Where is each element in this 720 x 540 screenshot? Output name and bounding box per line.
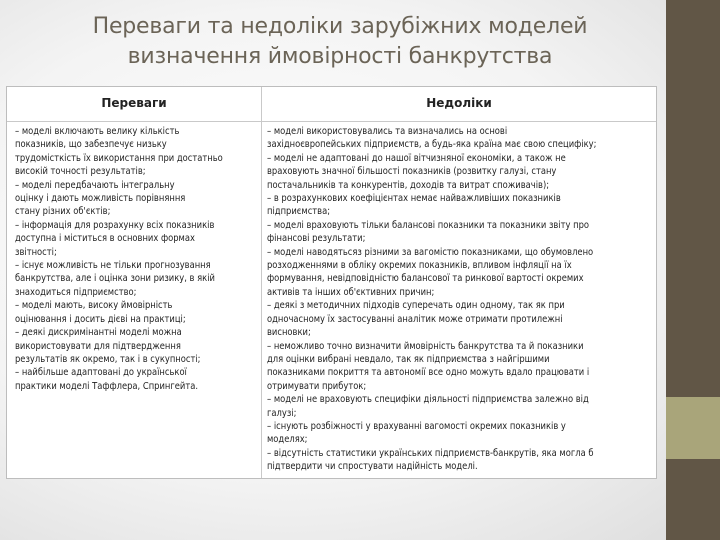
disadvantages-line: – неможливо точно визначити ймовірність банкрутства та й показники [267, 340, 584, 352]
advantages-line: – інформація для розрахунку всіх показників [15, 219, 215, 231]
disadvantages-line: для оцінки вибрані невдало, так як підприємства з найгіршими [267, 353, 550, 365]
header-advantages: Переваги [101, 96, 167, 110]
disadvantages-line: – моделі не адаптовані до нашої вітчизняної економіки, а також не [267, 152, 566, 164]
advantages-line: – існує можливість не тільки прогнозування [15, 260, 211, 272]
disadvantages-cell [267, 125, 653, 474]
disadvantages-line: – існують розбіжності у врахуванні вагомості окремих показників у [267, 420, 566, 432]
column-divider [261, 87, 262, 478]
advantages-line: звітності; [15, 246, 57, 258]
disadvantages-line: фінансові результати; [267, 233, 366, 245]
disadvantages-line: – деякі з методичних підходів суперечать один одному, так як при [267, 300, 565, 312]
advantages-line: трудомісткість їх використання при достатньо [15, 152, 223, 164]
slide-title [60, 12, 620, 72]
disadvantages-line: – моделі не враховують специфіки діяльності підприємства залежно від [267, 394, 589, 406]
disadvantages-line: показниками покриття та автономії все одно можуть вдало працювати і [267, 367, 590, 379]
disadvantages-line: підтвердити чи спростувати надійність моделі. [267, 461, 478, 473]
advantages-line: оцінку і дають можливість порівняння [15, 193, 186, 205]
disadvantages-line: – моделі враховують тільки балансові показники та показники звіту про [267, 219, 590, 231]
disadvantages-line: – моделі використовувались та визначались на основі [267, 126, 508, 137]
advantages-cell [15, 125, 255, 393]
advantages-line: практики моделі Таффлера, Спрингейта. [15, 380, 199, 392]
advantages-line: – моделі мають, високу ймовірність [15, 300, 173, 312]
slide-title-line-2: визначення ймовірності банкрутства [127, 44, 553, 69]
disadvantages-line: активів та інших об'єктивних причин; [267, 286, 435, 298]
table-header-row [7, 87, 656, 122]
decorative-right-band [666, 0, 720, 540]
advantages-line: високій точності результатів; [15, 166, 146, 178]
advantages-line: – моделі передбачають інтегральну [15, 179, 175, 191]
slide-title-line-1: Переваги та недоліки зарубіжних моделей [92, 14, 588, 39]
advantages-line: показників, що забезпечує низьку [15, 139, 167, 151]
decorative-band-accent [666, 397, 720, 459]
comparison-table [6, 86, 657, 479]
disadvantages-line: підприємства; [267, 206, 331, 218]
header-disadvantages: Недоліки [426, 96, 492, 110]
advantages-line: доступна і міститься в основних формах [15, 233, 195, 245]
disadvantages-line: одночасному їх застосуванні аналітик може отримати протилежні [267, 313, 563, 325]
disadvantages-line: західноєвропейських підприємств, а будь-яка країна має свою специфіку; [267, 139, 597, 151]
disadvantages-line: галузі; [267, 407, 297, 419]
disadvantages-line: розходженнями в обліку окремих показників, впливом інфляції на їх [267, 260, 572, 272]
disadvantages-line: враховують значної більшості показників (розвитку галузі, стану [267, 166, 557, 178]
advantages-line: – найбільше адаптовані до української [15, 367, 187, 379]
advantages-line: знаходиться підприємство; [15, 286, 137, 298]
advantages-line: результатів як окремо, так і в сукупності; [15, 353, 201, 365]
disadvantages-line: – в розрахункових коефіцієнтах немає найважливіших показників [267, 193, 561, 205]
advantages-line: стану різних об'єктів; [15, 206, 111, 218]
disadvantages-line: отримувати прибуток; [267, 380, 367, 392]
advantages-line: оцінювання і досить дієві на практиці; [15, 313, 186, 325]
disadvantages-line: формування, невідповідністю балансової та ринкової вартості окремих [267, 273, 584, 285]
disadvantages-line: – відсутність статистики українських підприємств-банкрутів, яка могла б [267, 447, 594, 459]
disadvantages-line: висновки; [267, 327, 311, 339]
disadvantages-line: – моделі наводятьсяз різними за вагомістю показниками, що обумовлено [267, 246, 594, 258]
advantages-line: використовувати для підтвердження [15, 340, 181, 352]
advantages-line: – деякі дискримінантні моделі можна [15, 327, 182, 339]
advantages-line: банкрутства, але і оцінка зони ризику, в якій [15, 273, 215, 285]
advantages-line: – моделі включають велику кількість [15, 126, 180, 137]
disadvantages-line: моделях; [267, 434, 308, 446]
disadvantages-line: постачальників та конкурентів, доходів та витрат споживачів); [267, 179, 550, 191]
